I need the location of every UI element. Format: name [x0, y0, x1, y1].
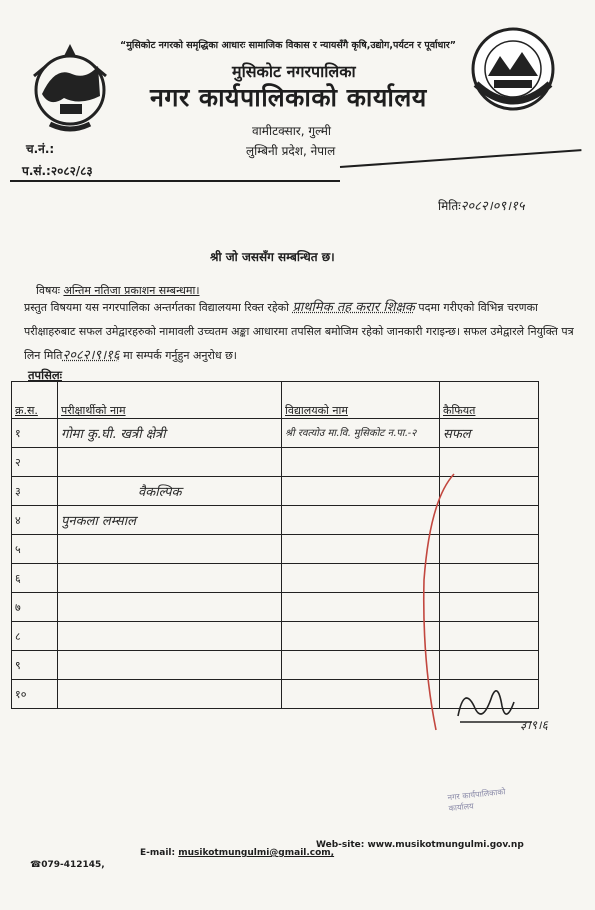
address-line-2: लुम्बिनी प्रदेश, नेपाल [246, 144, 336, 158]
serial-cell: १ [12, 419, 58, 448]
table-row [12, 419, 539, 448]
fiscal-year: प.सं.:२०८२/८३ [22, 164, 93, 178]
letter-date [438, 196, 525, 214]
header-candidate-name: परीक्षार्थीको नाम [58, 382, 282, 419]
serial-cell: ८ [12, 622, 58, 651]
reference-number-label: च.नं.: [26, 142, 55, 156]
footer-website [316, 840, 524, 850]
deadline-handwritten: २०८२।९।१६ [62, 348, 120, 363]
table-header-row [12, 382, 539, 419]
candidate-cell: पुनकला लम्साल [58, 506, 282, 535]
email-label: E-mail: [140, 848, 176, 858]
candidate-cell [58, 593, 282, 622]
web-value: www.musikotmungulmi.gov.np [367, 840, 524, 850]
body-text-3: मा सम्पर्क गर्नुहुन अनुरोध छ। [123, 349, 237, 362]
municipality-name: मुसिकोट नगरपालिका [232, 62, 356, 81]
date-value: २०८२।०९।१५ [460, 199, 525, 214]
candidate-cell: गोमा कु.घी. खत्री क्षेत्री [58, 419, 282, 448]
post-name-handwritten: प्राथमिक तह करार शिक्षक [292, 300, 415, 315]
header-serial: क्र.स. [12, 382, 58, 419]
letterhead-motto: “मुसिकोट नगरको समृद्धिका आधारः सामाजिक विकास र न्यायसँगै कृषि,उद्योग,पर्यटन र पूर्वाधार” [120, 40, 456, 51]
candidate-cell [58, 651, 282, 680]
header-remarks: कैफियत [440, 382, 539, 419]
candidate-cell: वैकल्पिक [58, 477, 282, 506]
candidate-cell [58, 564, 282, 593]
candidate-cell [58, 680, 282, 709]
footer-phone: ☎079-412145, [30, 860, 105, 870]
body-text-1: प्रस्तुत विषयमा यस नगरपालिका अन्तर्गतका विद्यालयमा रिक्त रहेको [24, 301, 289, 314]
remarks-cell: सफल [440, 419, 539, 448]
date-label: मितिः [438, 199, 461, 213]
web-label: Web-site: [316, 840, 365, 850]
body-text-2: पदमा गरीएको विभिन्न चरणका परीक्षाहरुबाट सफल उमेद्वारहरुको नामावली उच्चतम अङ्का आधारमा तपसिल बमोजिम रहेको जानकारी गराइन्छ। सफल उमेद्वारले नियुक्ति पत्र लिन मिति [24, 301, 574, 362]
subject-label: विषयः [36, 284, 60, 297]
header-school-name: विद्यालयको नाम [282, 382, 440, 419]
serial-cell: ६ [12, 564, 58, 593]
red-strike-mark [400, 460, 460, 740]
letter-body [24, 296, 576, 368]
address-line-1: वामीटक्सार, गुल्मी [252, 124, 332, 138]
subject-text: अन्तिम नतिजा प्रकाशन सम्बन्धमा। [63, 284, 200, 297]
serial-cell: १० [12, 680, 58, 709]
nepal-emblem-icon [20, 36, 120, 136]
header-divider [10, 180, 340, 182]
email-value: musikotmungulmi@gmail.com, [178, 848, 335, 858]
candidate-cell [58, 622, 282, 651]
footer-email [140, 848, 334, 858]
signature-date: ३।९।६ [520, 718, 548, 732]
serial-cell: ४ [12, 506, 58, 535]
office-title: नगर कार्यपालिकाको कार्यालय [150, 83, 427, 112]
annex-label: तपसिलः [28, 368, 62, 382]
header-divider-slant [340, 149, 582, 168]
salutation: श्री जो जससँग सम्बन्धित छ। [210, 250, 335, 264]
candidate-cell [58, 535, 282, 564]
serial-cell: ५ [12, 535, 58, 564]
serial-cell: ९ [12, 651, 58, 680]
office-stamp: नगर कार्यपालिकाको कार्यालय [447, 787, 506, 814]
serial-cell: ३ [12, 477, 58, 506]
serial-cell: २ [12, 448, 58, 477]
school-cell: श्री रवत्योउ मा.वि. मुसिकोट न.पा.-२ [282, 419, 440, 448]
serial-cell: ७ [12, 593, 58, 622]
municipality-seal-icon [470, 26, 556, 112]
candidate-cell [58, 448, 282, 477]
